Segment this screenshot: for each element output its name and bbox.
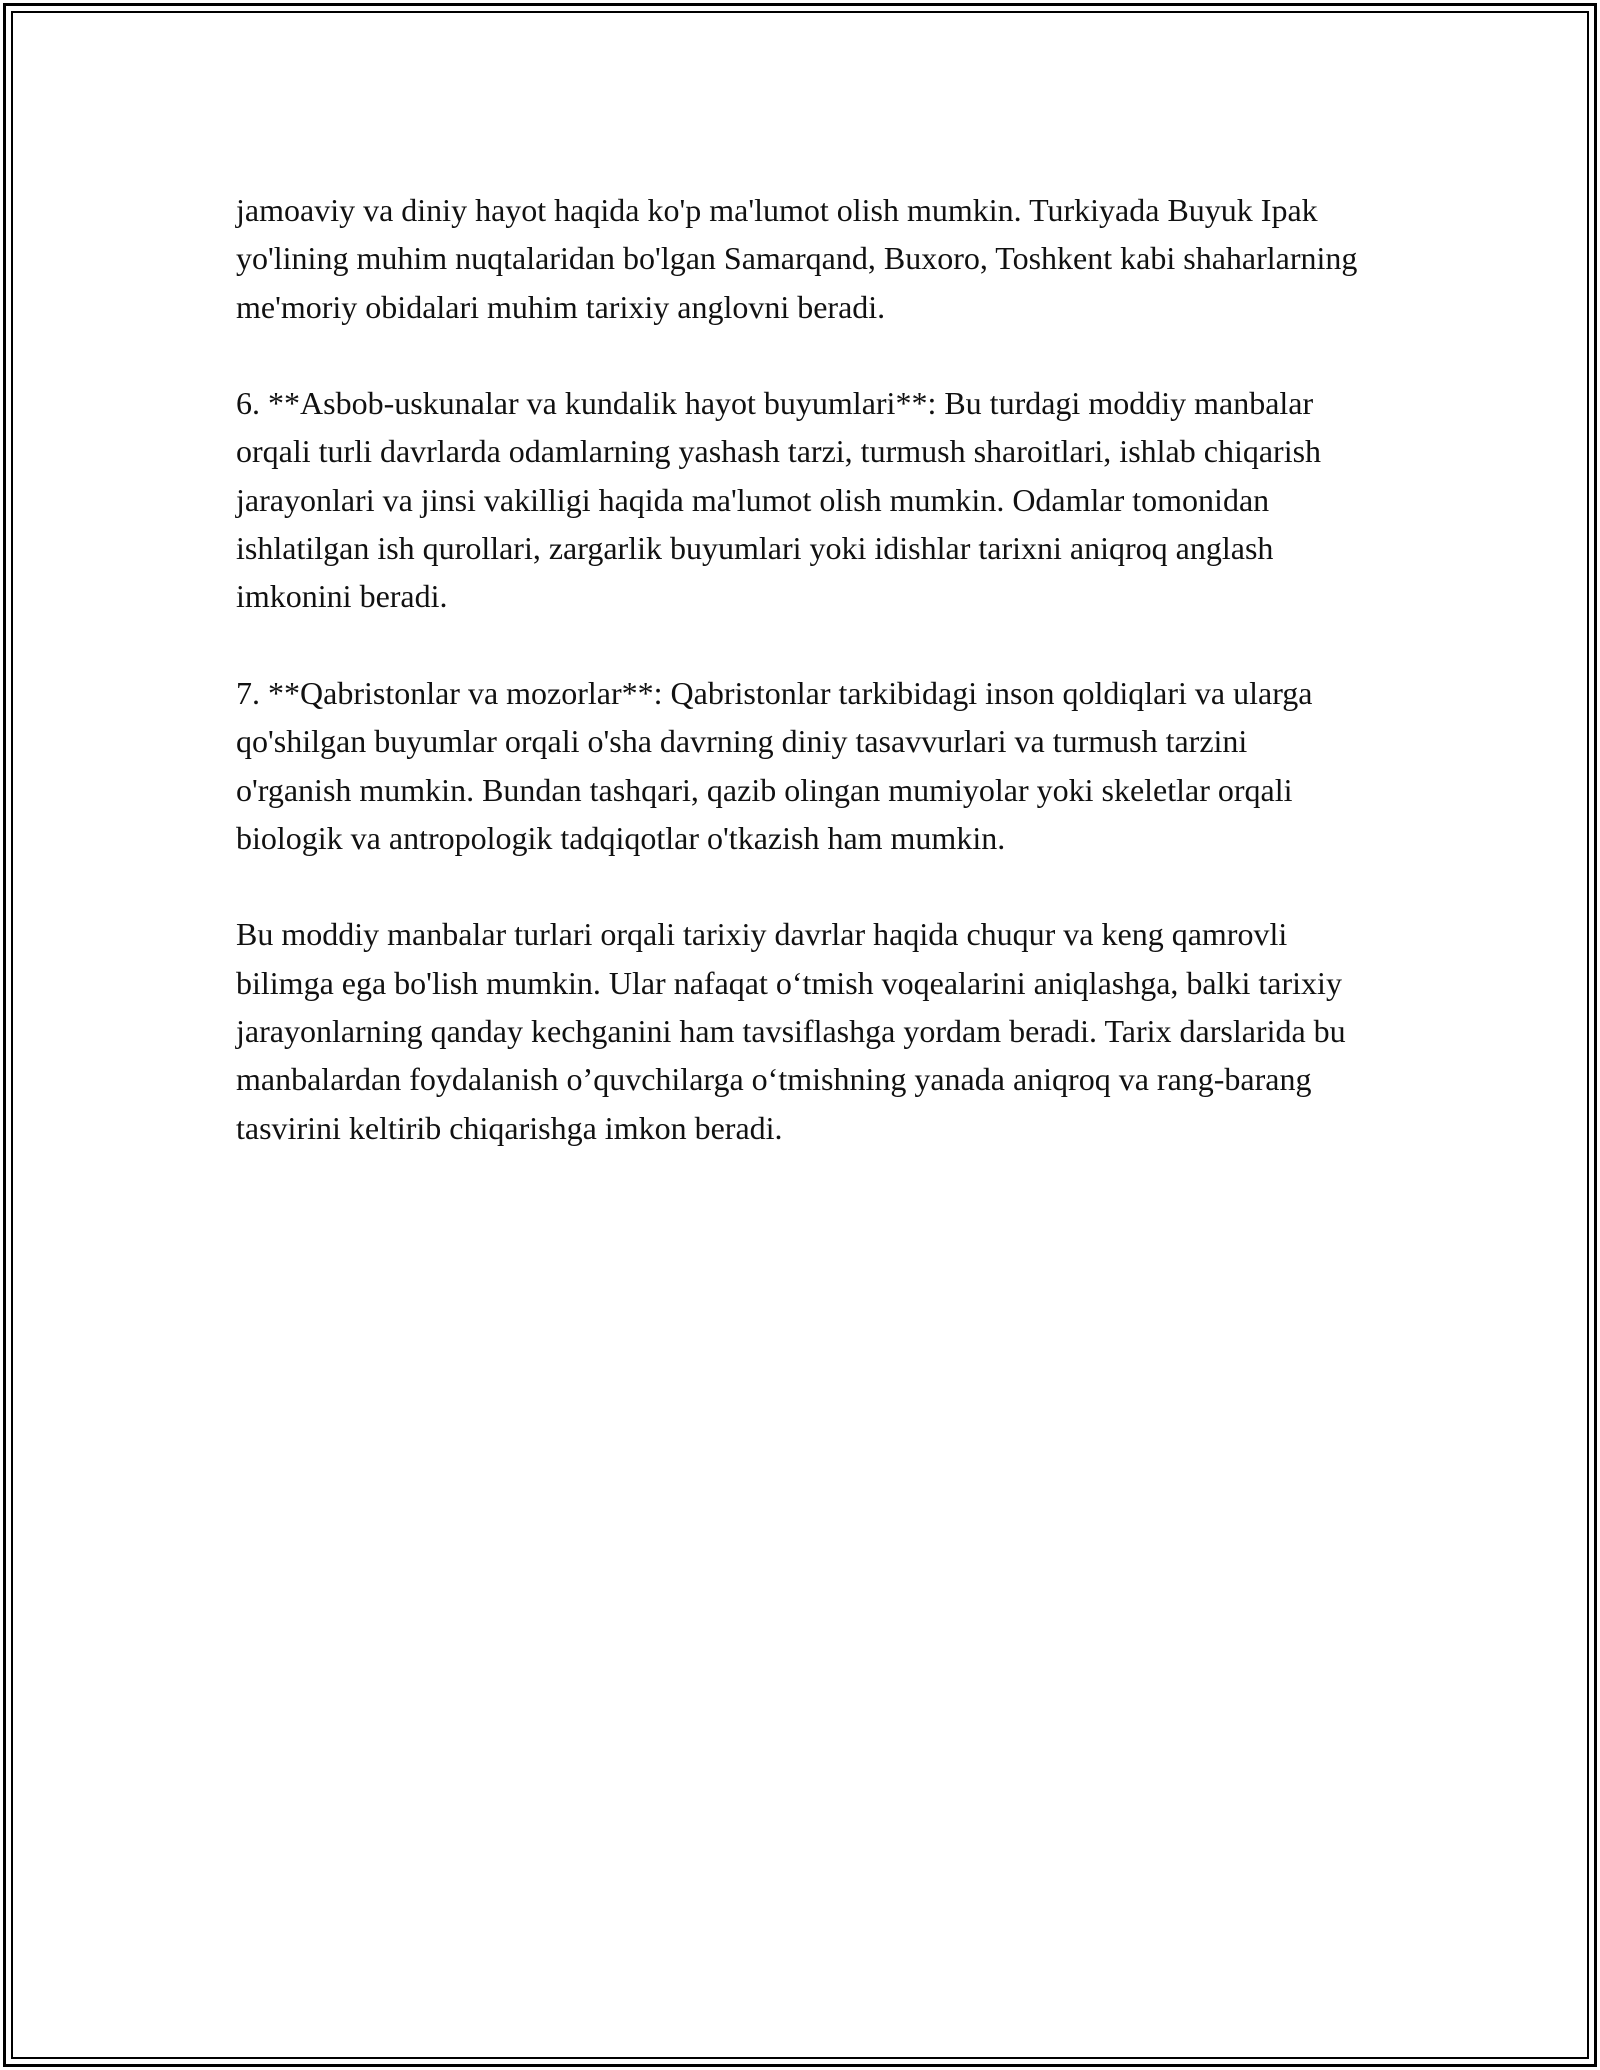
paragraph-tools-household-items: 6. **Asbob-uskunalar va kundalik hayot buyumlari**: Bu turdagi moddiy manbalar orqali turli davrlarda odamlarning yashash tarzi, turmush sharoitlari, ishlab chiqarish jarayonlari va jinsi vakilligi haqida ma'lumot olish mumkin. Odamlar tomonidan ishlatilgan ish qurollari, zargarlik buyumlari yoki idishlar tarixni aniqroq anglash imkonini beradi. [236, 385, 1322, 615]
document-body [236, 186, 1366, 1200]
paragraph-architecture-continuation: jamoaviy va diniy hayot haqida ko'p ma'lumot olish mumkin. Turkiyada Buyuk Ipak yo'lining muhim nuqtalaridan bo'lgan Samarqand, Buxoro, Toshkent kabi shaharlarning me'moriy obidalari muhim tarixiy anglovni beradi. [236, 192, 1358, 325]
paragraph-conclusion: Bu moddiy manbalar turlari orqali tarixiy davrlar haqida chuqur va keng qamrovli bilimga ega bo'lish mumkin. Ular nafaqat o‘tmish voqealarini aniqlashga, balki tarixiy jarayonlarning qanday kechganini ham tavsiflashga yordam beradi. Tarix darslarida bu manbalardan foydalanish o’quvchilarga o‘tmishning yanada aniqroq va rang-barang tasvirini keltirib chiqarishga imkon beradi. [236, 916, 1346, 1146]
paragraph-cemeteries-graves: 7. **Qabristonlar va mozorlar**: Qabristonlar tarkibidagi inson qoldiqlari va ularga qo'shilgan buyumlar orqali o'sha davrning diniy tasavvurlari va turmush tarzini o'rganish mumkin. Bundan tashqari, qazib olingan mumiyolar yoki skeletlar orqali biologik va antropologik tadqiqotlar o'tkazish ham mumkin. [236, 674, 1313, 856]
